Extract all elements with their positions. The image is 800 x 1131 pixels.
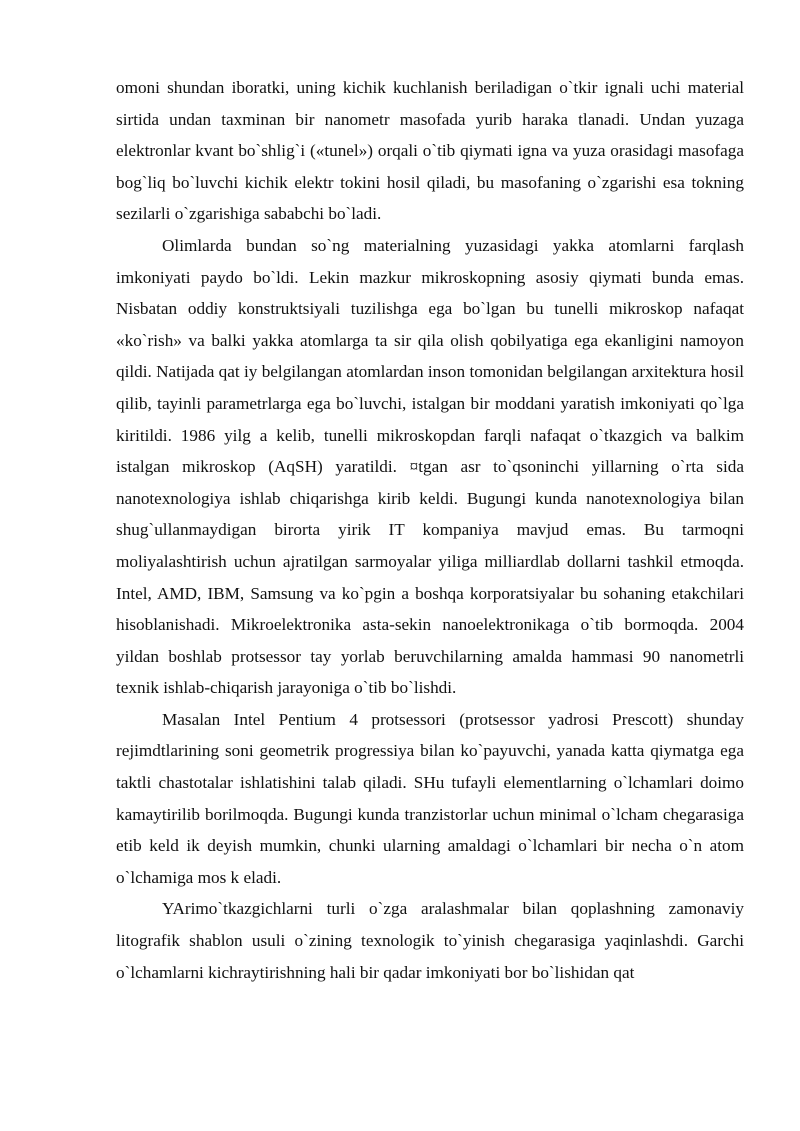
document-page	[116, 72, 744, 988]
paragraph-intel-pentium-example: Masalan Intel Pentium 4 protsessori (protsessor yadrosi Prescott) shunday rejimdtlarining soni geometrik progressiya bilan ko`payuvchi, yanada katta qiymatga ega taktli chastotalar ishlatishini talab qiladi. SHu tufayli elementlarning o`lchamlari doimo kamaytirilib borilmoqda. Bugungi kunda tranzistorlar uchun minimal o`lcham chegarasiga etib keld ik deyish mumkin, chunki ularning amaldagi o`lchamlari bir necha o`n atom o`lchamiga mos k eladi.	[116, 709, 744, 887]
paragraph-lithography-limits: YArimo`tkazgichlarni turli o`zga aralashmalar bilan qoplashning zamonaviy litografik shablon usuli o`zining texnologik to`yinish chegarasiga yaqinlashdi. Garchi o`lchamlarni kichraytirishning hali bir qadar imkoniyati bor bo`lishidan qat	[116, 899, 744, 982]
paragraph-scanning-microscope-history: Olimlarda bundan so`ng materialning yuzasidagi yakka atomlarni farqlash imkoniyati paydo bo`ldi. Lekin mazkur mikroskopning asosiy qiymati bunda emas. Nisbatan oddiy konstruktsiyali tuzilishga ega bo`lgan bu tunelli mikroskop nafaqat «ko`rish» va balki yakka atomlarga ta sir qila olish qobilyatiga ega ekanligini namoyon qildi. Natijada qat iy belgilangan atomlardan inson tomonidan belgilangan arxitektura hosil qilib, tayinli parametrlarga ega bo`luvchi, istalgan bir moddani yaratish imkoniyati qo`lga kiritildi. 1986 yilg a kelib, tunelli mikroskopdan farqli nafaqat o`tkazgich va balkim istalgan mikroskop (AqSH) yaratildi. ¤tgan asr to`qsoninchi yillarning o`rta sida nanotexnologiya ishlab chiqarishga kirib keldi. Bugungi kunda nanotexnologiya bilan shug`ullanmaydigan birorta yirik IT kompaniya mavjud emas. Bu tarmoqni moliyalashtirish uchun ajratilgan sarmoyalar yiliga milliardlab dollarni tashkil etmoqda. Intel, AMD, IBM, Samsung va ko`pgin a boshqa korporatsiyalar bu sohaning etakchilari hisoblanishadi. Mikroelektronika asta-sekin nanoelektronikaga o`tib bormoqda. 2004 yildan boshlab protsessor tay yorlab beruvchilarning amalda hammasi 90 nanometrli texnik ishlab-chiqarish jarayoniga o`tib bo`lishdi.	[116, 235, 744, 698]
paragraph-continuation: omoni shundan iboratki, uning kichik kuchlanish beriladigan o`tkir ignali uchi material sirtida undan taxminan bir nanometr masofada yurib haraka tlanadi. Undan yuzaga elektronlar kvant bo`shlig`i («tunel») orqali o`tib qiymati igna va yuza orasidagi masofaga bog`liq bo`luvchi kichik elektr tokini hosil qiladi, bu masofaning o`zgarishi esa tokning sezilarli o`zgarishiga sababchi bo`ladi.	[116, 78, 744, 224]
